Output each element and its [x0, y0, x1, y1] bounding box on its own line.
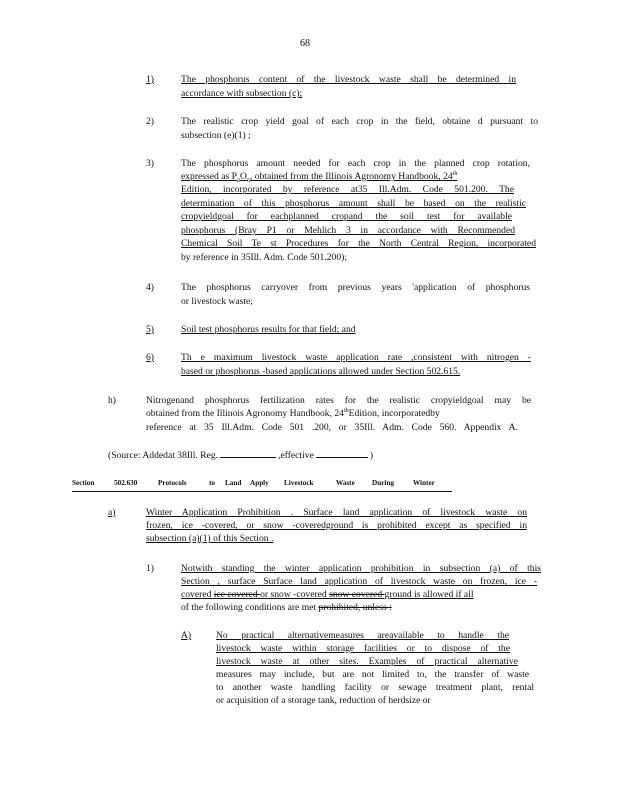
- item-1-label: 1): [146, 74, 154, 85]
- item-6-line-1: Th e maximum livestock waste application rate ,consistent with nitrogen -: [181, 352, 531, 363]
- section-title-w4: Apply: [250, 479, 269, 487]
- item-3-line-1: The phosphorus amount needed for each crop in the planned crop rotation,: [181, 158, 530, 169]
- item-3-o: O: [239, 171, 247, 182]
- item-5-label: 5): [146, 324, 154, 335]
- item-3-sup-th: th: [452, 170, 458, 177]
- item-A-line-2: livestock waste within storage facilities or to dispose of the: [216, 643, 510, 654]
- item-a1-or-snow: or snow -covered: [260, 589, 330, 600]
- item-1-line-2: accordance with subsection (c);: [181, 88, 303, 99]
- item-a-line-2: frozen, ice -covered, or snow -coveredground is prohibited except as specified in: [146, 520, 527, 531]
- item-3-line-6: phosphorus (Bray P1 or Mehlich 3 in accordance with Recommended: [181, 225, 515, 236]
- item-A-line-4: measures may include, but are not limited to, the transfer of waste: [216, 669, 529, 680]
- section-heading: [72, 479, 452, 491]
- item-a1-covered: covered: [181, 589, 214, 600]
- item-a1-struck-prohibited: prohibited, unless :: [318, 602, 392, 613]
- item-4-line-2: or livestock waste;: [181, 296, 253, 307]
- item-3-obtained: , obtained from the Illinois Agronomy Handbook, 24: [249, 171, 453, 182]
- source-note: [108, 450, 373, 462]
- item-2-label: 2): [146, 116, 154, 127]
- item-4-label: 4): [146, 282, 154, 293]
- item-3-line-4: determination of this phosphorus amount shall be based on the realistic: [181, 198, 526, 209]
- item-h-label: h): [108, 395, 116, 406]
- item-3-line-3: Edition, incorporated by reference at35 Ill.Adm. Code 501.200. The: [181, 184, 514, 195]
- item-A-line-3: livestock waste at other sites. Examples of practical alternative: [216, 656, 518, 667]
- page-number: 68: [300, 38, 310, 49]
- item-6-label: 6): [146, 352, 154, 363]
- section-title-w1: Protocols: [158, 479, 187, 487]
- item-4-line-1: The phosphorus carryover from previous years 'application of phosphorus: [181, 282, 530, 293]
- item-h-obtained: obtained from the Illinois Agronomy Handbook, 24: [146, 408, 344, 419]
- item-2-line-2: subsection (e)(1) ;: [181, 130, 251, 141]
- item-3-expressed: expressed as P: [181, 171, 237, 182]
- item-a1-line-1: Notwith standing the winter application prohibition in subsection (a) of this: [181, 563, 541, 574]
- section-title-w2: to: [209, 479, 215, 487]
- item-3-line-2: [181, 171, 457, 183]
- item-a-line-1: Winter Application Prohibition . Surface land application of livestock waste on: [146, 507, 527, 518]
- section-number: 502.630: [114, 479, 138, 487]
- item-h-sup-th: th: [343, 407, 349, 414]
- item-A-line-5: to another waste handling facility or sewage treatment plant, rental: [216, 682, 534, 693]
- item-a-line-3: subsection (a)(1) of this Section .: [146, 533, 274, 544]
- item-a1-conditions: of the following conditions are met: [181, 602, 319, 613]
- section-underline: [72, 491, 452, 492]
- item-a1-struck-ice-covered: ice covered: [213, 589, 261, 600]
- item-a1-struck-snow-covered: snow covered: [329, 589, 385, 600]
- section-title-w8: Winter: [413, 479, 435, 487]
- item-6-line-2: based or phosphorus -based applications allowed under Section 502.615.: [181, 366, 461, 377]
- item-3-line-5: cropyieldgoal for eachplanned cropand the soil test for available: [181, 211, 512, 222]
- item-3-sub-2: 2: [236, 177, 240, 184]
- item-h-edition: Edition, incorporatedby: [348, 408, 440, 419]
- item-A-line-6: or acquisition of a storage tank, reduction of herdsize or: [216, 695, 431, 706]
- item-A-line-1: No practical alternativemeasures areavailable to handle the: [216, 630, 509, 641]
- item-a1-label: 1): [146, 563, 154, 574]
- item-a1-line-3: [181, 589, 474, 601]
- item-h-line-3: reference at 35 Ill.Adm. Code 501 .200, or 35Ill. Adm. Code 560. Appendix A.: [146, 422, 518, 433]
- item-a1-line-4: [181, 602, 392, 614]
- item-3-sub-5: 5: [246, 177, 250, 184]
- item-a1-ground: ground is allowed if all: [384, 589, 474, 600]
- item-5-line-1: Soil test phosphorus results for that field; and: [181, 324, 356, 335]
- item-h-line-2: [146, 408, 440, 420]
- source-effective: ,effective: [278, 450, 314, 461]
- section-title-w3: Land: [225, 479, 242, 487]
- item-A-label: A): [181, 630, 192, 641]
- section-title-w5: Livestock: [284, 479, 314, 487]
- item-2-line-1: The realistic crop yield goal of each crop in the field, obtaine d pursuant to: [181, 116, 538, 127]
- item-a1-line-2: Section , surface Surface land application of livestock waste on frozen, ice -: [181, 576, 537, 587]
- item-h-line-1: Nitrogenand phosphorus fertilization rates for the realistic cropyieldgoal may be: [146, 395, 531, 406]
- item-3-label: 3): [146, 158, 154, 169]
- section-word: Section: [72, 479, 95, 487]
- source-prefix: (Source: Addedat 38Ill. Reg.: [108, 450, 219, 461]
- item-a-label: a): [108, 507, 116, 518]
- section-title-w6: Waste: [336, 479, 355, 487]
- source-end: ): [369, 450, 374, 461]
- item-1-line-1: The phosphorus content of the livestock waste shall be determined in: [181, 74, 516, 85]
- item-3-line-8: by reference in 35Ill. Adm. Code 501.200);: [181, 252, 347, 263]
- section-title-w7: During: [372, 479, 394, 487]
- item-3-line-7: Chemical Soil Te st Procedures for the North Central Region, incorporated: [181, 238, 536, 249]
